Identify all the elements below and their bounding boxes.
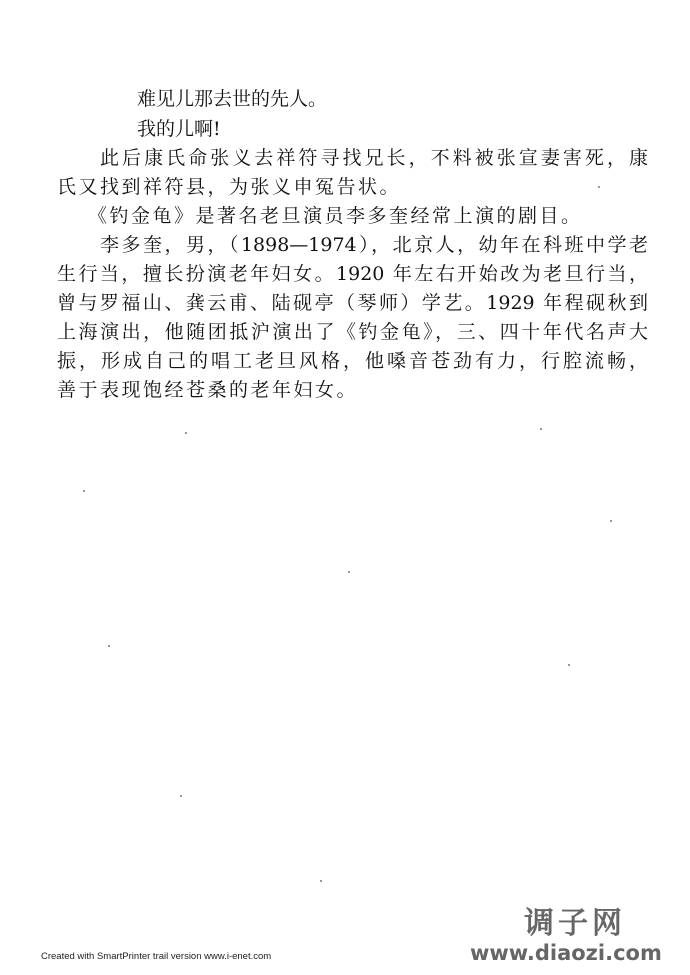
watermark-logo: 调子网 bbox=[524, 906, 626, 941]
paragraph-line: 振，形成自己的唱工老旦风格，他嗓音苍劲有力，行腔流畅， bbox=[57, 350, 648, 372]
watermark-url: www.diaozi.com bbox=[470, 941, 662, 965]
paragraph-line: 善于表现饱经苍桑的老年妇女。 bbox=[57, 379, 359, 401]
verse-line: 我的儿啊! bbox=[137, 118, 221, 140]
paragraph-line: 此后康氏命张义去祥符寻找兄长，不料被张宣妻害死，康 bbox=[100, 147, 648, 169]
paragraph-line: 《钓金龟》是著名老旦演员李多奎经常上演的剧目。 bbox=[88, 205, 583, 227]
paragraph-line: 李多奎，男，（1898—1974），北京人，幼年在科班中学老 bbox=[100, 234, 648, 256]
verse-line: 难见儿那去世的先人。 bbox=[137, 88, 328, 110]
paragraph-line: 生行当，擅长扮演老年妇女。1920 年左右开始改为老旦行当， bbox=[57, 263, 648, 285]
paragraph-line: 上海演出，他随团抵沪演出了《钓金龟》，三、四十年代名声大 bbox=[57, 321, 648, 343]
paragraph-line: 曾与罗福山、龚云甫、陆砚亭（琴师）学艺。1929 年程砚秋到 bbox=[57, 292, 648, 314]
footer-credit: Created with SmartPrinter trail version www.i-enet.com bbox=[41, 951, 272, 962]
paragraph-line: 氏又找到祥符县，为张义申冤告状。 bbox=[57, 176, 402, 198]
